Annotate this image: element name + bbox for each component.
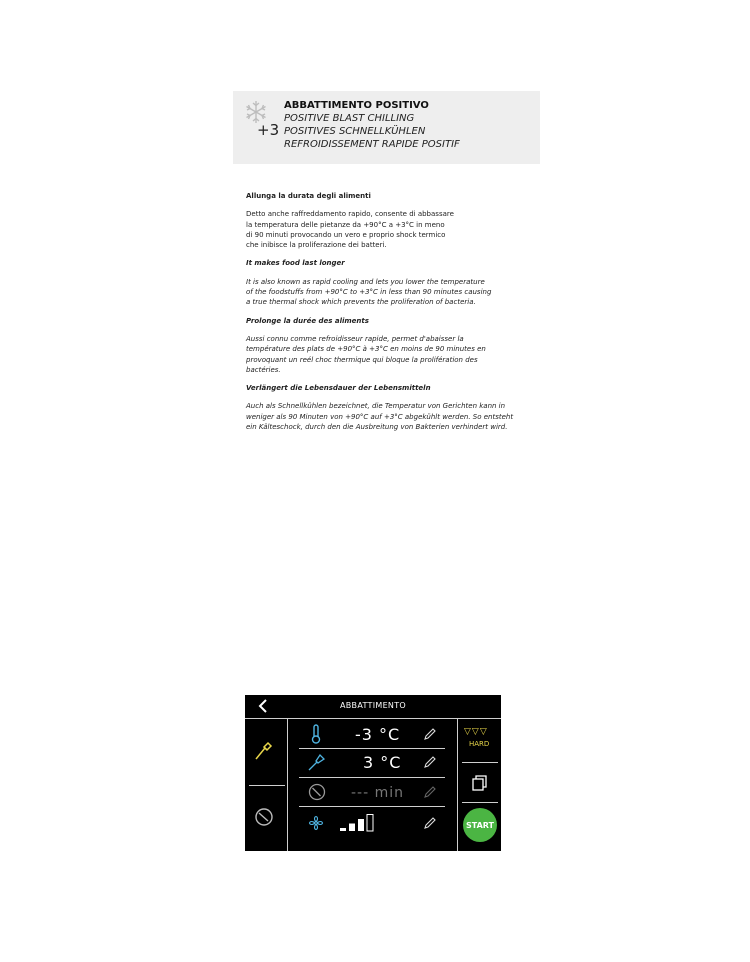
timer-icon [308, 783, 326, 801]
title-french: REFROIDISSEMENT RAPIDE POSITIF [284, 139, 460, 150]
right-divider-1 [462, 762, 498, 763]
edit-time-icon[interactable] [423, 785, 437, 799]
copy-program-icon[interactable] [471, 774, 489, 792]
edit-probe-temp-icon[interactable] [423, 755, 437, 769]
fan-speed-bars [338, 814, 376, 832]
row-divider-2 [299, 777, 445, 778]
body-english: It is also known as rapid cooling and lets you lower the temperature of the foodstuffs from +90°C to +3°C in less than 90 minutes causing a true thermal shock which prevents the proliferation of bacteria. [246, 277, 492, 307]
top-divider [245, 718, 501, 719]
edit-fan-icon[interactable] [423, 816, 437, 830]
left-divider [249, 785, 285, 786]
fan-bar-1 [340, 828, 346, 831]
start-button[interactable]: START [463, 808, 497, 842]
title-italian: ABBATTIMENTO POSITIVO [284, 100, 429, 111]
hard-mode-arrows[interactable]: ▽▽▽ [464, 727, 488, 737]
screen-title: ABBATTIMENTO [339, 701, 407, 710]
time-mode-icon[interactable] [254, 807, 274, 827]
thermometer-icon [310, 724, 322, 744]
header-titles [284, 99, 460, 151]
row-divider-3 [299, 806, 445, 807]
hard-mode-label[interactable]: HARD [469, 740, 490, 748]
header-band [233, 91, 540, 164]
probe-temperature: 3 °C [363, 753, 402, 772]
edit-chamber-temp-icon[interactable] [423, 727, 437, 741]
core-probe-icon [307, 752, 327, 772]
heading-italian: Allunga la durata degli alimenti [246, 192, 371, 200]
fan-bar-2 [349, 824, 355, 832]
right-column-border [457, 719, 458, 851]
probe-mode-icon[interactable] [253, 739, 275, 761]
fan-bar-4 [367, 815, 373, 832]
fan-icon [308, 815, 324, 831]
screen-top-bar [245, 695, 501, 717]
chamber-temperature: -3 °C [355, 725, 401, 744]
title-german: POSITIVES SCHNELLKÜHLEN [284, 126, 426, 137]
control-panel-screen [245, 695, 501, 851]
left-column-border [287, 719, 288, 851]
fan-bar-3 [358, 819, 364, 831]
heading-english: It makes food last longer [246, 259, 345, 268]
plus-three-badge: +3 [257, 121, 280, 139]
title-english: POSITIVE BLAST CHILLING [284, 113, 415, 124]
heading-french: Prolonge la durée des aliments [246, 316, 369, 325]
body-italian: Detto anche raffreddamento rapido, consente di abbassare la temperatura delle pietanze da +90°C a +3°C in meno di 90 minuti provocando un vero e proprio shock termico che inibisce la proliferazione dei batteri. [246, 210, 454, 250]
body-french: Aussi connu comme refroidisseur rapide, permet d'abaisser la température des plats de +90°C à +3°C en moins de 90 minutes en provoquant un reél choc thermique qui bloque la prolifération des bactéries. [246, 334, 486, 374]
description-text [246, 191, 516, 440]
right-divider-2 [462, 802, 498, 803]
cycle-time: --- min [351, 785, 405, 801]
body-german: Auch als Schnellkühlen bezeichnet, die Temperatur von Gerichten kann in weniger als 90 Minuten von +90°C auf +3°C abgekühlt werden. So entsteht ein Kälteschock, durch den die Ausbreitung von Bakterien verhindert wird. [246, 402, 514, 432]
row-divider-1 [299, 748, 445, 749]
heading-german: Verlängert die Lebensdauer der Lebensmitteln [246, 384, 431, 393]
